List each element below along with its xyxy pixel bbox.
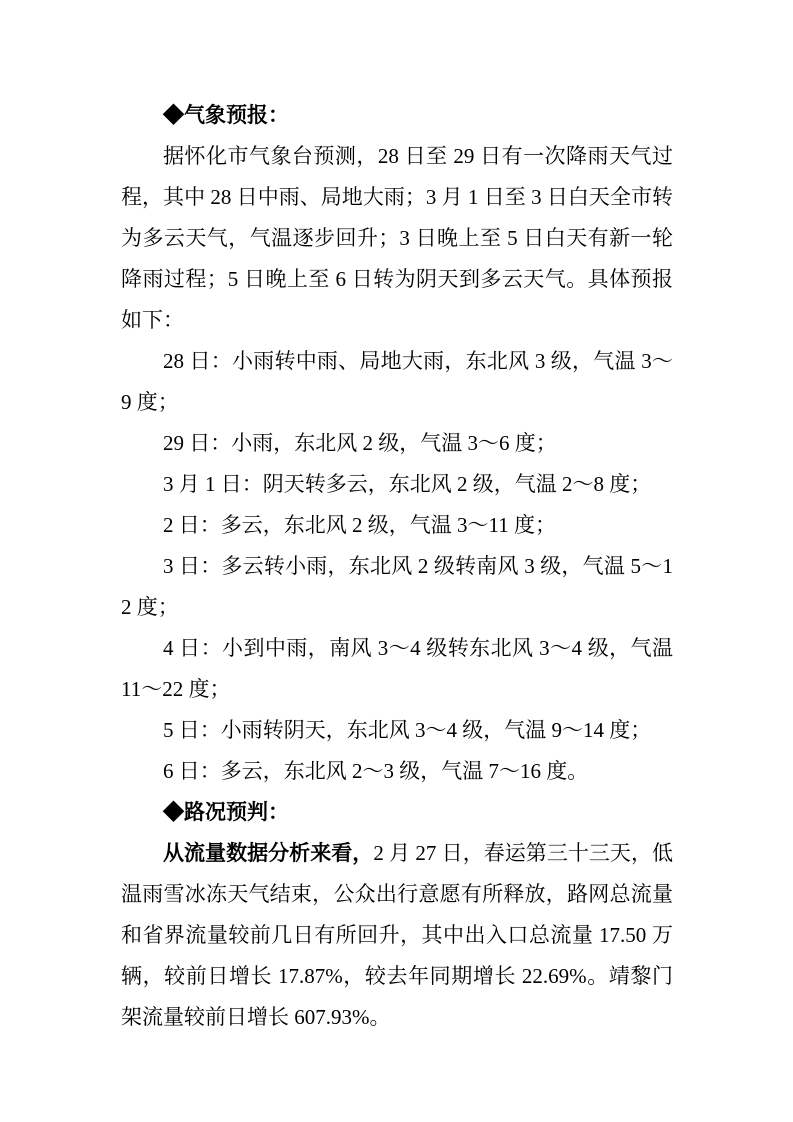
weather-forecast-item: 2 日：多云，东北风 2 级，气温 3～11 度； xyxy=(163,513,556,537)
weather-section-heading: ◆气象预报： xyxy=(163,104,289,127)
weather-forecast-item: 4 日：小到中雨，南风 3～4 级转东北风 3～4 级，气温 11～22 度； xyxy=(121,636,673,701)
road-analysis-body: 2 月 27 日，春运第三十三天，低温雨雪冰冻天气结束，公众出行意愿有所释放，路网总流量和省界流量较前几日有所回升，其中出入口总流量 17.50 万辆，较前日增长 17.87%，较去年同期增长 22.69%。靖黎门架流量较前日增长 607.93%。 xyxy=(121,841,673,1029)
road-analysis-paragraph xyxy=(121,833,673,1038)
road-analysis-lead: 从流量数据分析来看， xyxy=(163,842,374,865)
road-section-heading: ◆路况预判： xyxy=(163,801,289,824)
weather-intro-paragraph: 据怀化市气象台预测，28 日至 29 日有一次降雨天气过程，其中 28 日中雨、局地大雨；3 月 1 日至 3 日白天全市转为多云天气，气温逐步回升；3 日晚上至 5 日白天有新一轮降雨过程；5 日晚上至 6 日转为阴天到多云天气。具体预报如下： xyxy=(121,144,673,332)
weather-forecast-item: 29 日：小雨，东北风 2 级，气温 3～6 度； xyxy=(163,431,557,455)
weather-forecast-item: 28 日：小雨转中雨、局地大雨，东北风 3 级，气温 3～9 度； xyxy=(121,349,673,414)
weather-forecast-item: 6 日：多云，东北风 2～3 级，气温 7～16 度。 xyxy=(163,759,589,783)
weather-forecast-item: 3 月 1 日：阴天转多云，东北风 2 级，气温 2～8 度； xyxy=(163,472,652,496)
weather-forecast-item: 3 日：多云转小雨，东北风 2 级转南风 3 级，气温 5～12 度； xyxy=(121,554,673,619)
weather-forecast-item: 5 日：小雨转阴天，东北风 3～4 级，气温 9～14 度； xyxy=(163,718,652,742)
